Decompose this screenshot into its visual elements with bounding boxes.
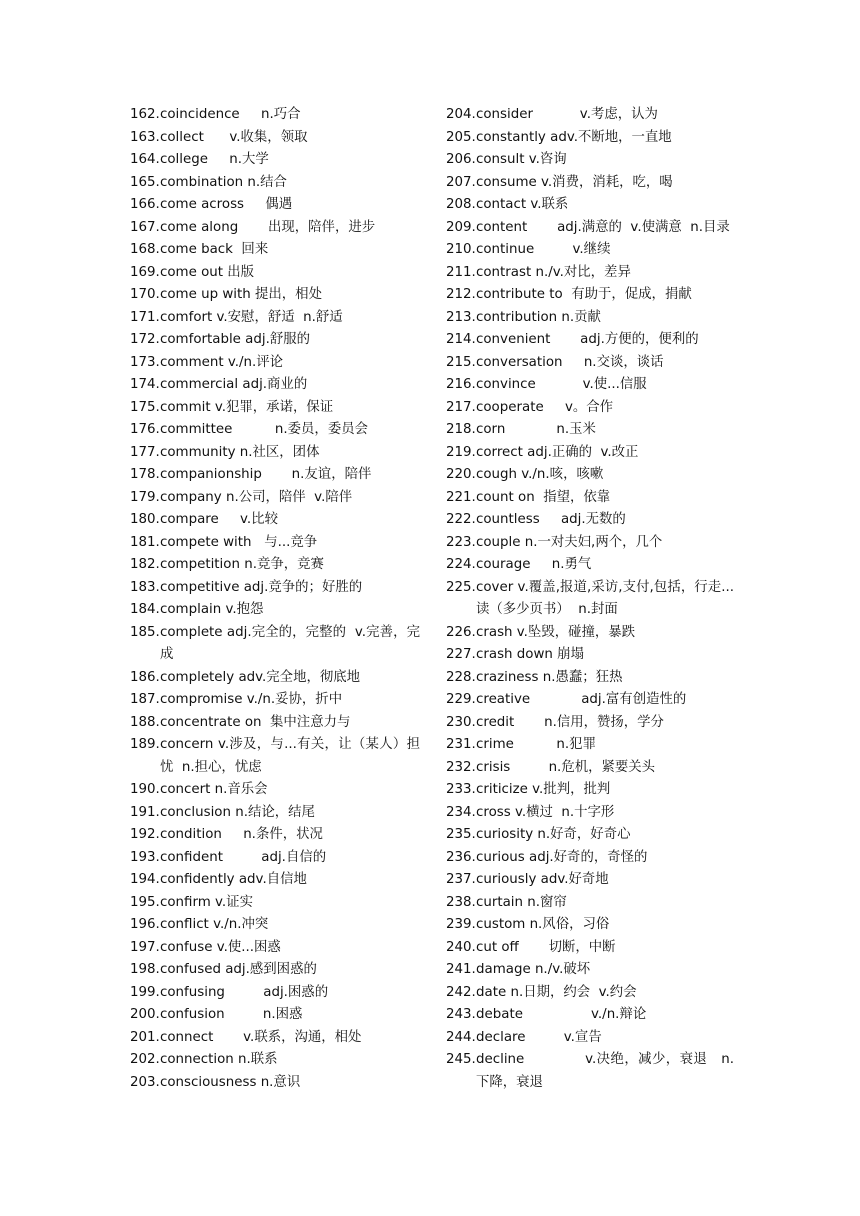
entry-number: 173. — [130, 354, 160, 370]
entry-number: 244. — [446, 1029, 476, 1045]
entry-text: constantly adv.不断地，一直地 — [476, 129, 672, 145]
entry-number: 195. — [130, 894, 160, 910]
entry-text: content adj.满意的 v.使满意 n.目录 — [476, 219, 730, 235]
entry-text: committee n.委员，委员会 — [160, 422, 368, 437]
vocab-entry — [130, 149, 420, 172]
entry-number: 202. — [130, 1052, 160, 1067]
entry-number: 185. — [130, 624, 160, 640]
entry-text: compromise v./n.妥协，折中 — [160, 692, 343, 707]
entry-number: 170. — [130, 287, 160, 302]
entry-text: crime n.犯罪 — [476, 737, 596, 752]
entry-number: 190. — [130, 782, 160, 797]
entry-number: 213. — [446, 309, 476, 325]
vocab-entry — [446, 239, 734, 262]
entry-number: 194. — [130, 872, 160, 887]
entry-text: debate v./n.辩论 — [476, 1007, 647, 1022]
entry-number: 231. — [446, 737, 476, 752]
entry-text: competition n.竞争，竞赛 — [160, 557, 324, 572]
vocab-entry — [130, 982, 420, 1005]
vocab-entry — [130, 937, 420, 960]
vocab-entry — [130, 689, 420, 712]
entry-number: 209. — [446, 219, 476, 235]
vocab-entry — [130, 172, 420, 195]
vocab-entry — [446, 307, 734, 330]
entry-number: 208. — [446, 197, 476, 212]
entry-number: 230. — [446, 714, 476, 730]
vocab-entry — [446, 1027, 734, 1050]
vocab-entry — [446, 802, 734, 825]
entry-text: declare v.宣告 — [476, 1029, 602, 1045]
vocab-column-right — [446, 104, 734, 1094]
entry-text: come up with 提出，相处 — [160, 287, 322, 302]
entry-text: company n.公司，陪伴 v.陪伴 — [160, 489, 353, 505]
vocab-column-left — [130, 104, 420, 1094]
entry-number: 223. — [446, 534, 476, 550]
entry-number: 228. — [446, 669, 476, 685]
entry-text: cough v./n.咳，咳嗽 — [476, 467, 604, 482]
entry-number: 176. — [130, 422, 160, 437]
entry-text: confirm v.证实 — [160, 894, 253, 910]
vocab-entry — [130, 554, 420, 577]
entry-number: 224. — [446, 557, 476, 572]
entry-number: 183. — [130, 579, 160, 595]
entry-number: 203. — [130, 1074, 160, 1090]
entry-text: curious adj.好奇的，奇怪的 — [476, 849, 648, 865]
vocab-entry — [130, 352, 420, 375]
vocab-entry — [130, 284, 420, 307]
entry-number: 232. — [446, 759, 476, 775]
entry-text: cover v.覆盖,报道,采访,支付,包括，行走...读（多少页书） n.封面 — [476, 579, 734, 617]
vocab-entry — [446, 869, 734, 892]
entry-number: 233. — [446, 782, 476, 797]
vocab-entry — [446, 532, 734, 555]
vocab-entry — [130, 892, 420, 915]
entry-text: complain v.抱怨 — [160, 602, 264, 617]
entry-number: 164. — [130, 152, 160, 167]
entry-text: creative adj.富有创造性的 — [476, 692, 687, 707]
entry-number: 227. — [446, 647, 476, 662]
vocab-entry — [130, 712, 420, 735]
entry-number: 200. — [130, 1007, 160, 1022]
entry-text: concert n.音乐会 — [160, 782, 268, 797]
vocab-entry — [130, 577, 420, 600]
vocab-entry — [130, 622, 420, 667]
vocab-entry — [446, 622, 734, 645]
entry-number: 215. — [446, 354, 476, 370]
entry-text: concentrate on 集中注意力与 — [160, 714, 351, 730]
entry-number: 199. — [130, 984, 160, 1000]
entry-number: 181. — [130, 534, 160, 550]
entry-number: 210. — [446, 242, 476, 257]
entry-text: courage n.勇气 — [476, 557, 592, 572]
vocab-entry — [446, 757, 734, 780]
entry-number: 241. — [446, 962, 476, 977]
entry-number: 206. — [446, 152, 476, 167]
vocab-entry — [130, 487, 420, 510]
entry-text: consciousness n.意识 — [160, 1074, 301, 1090]
vocab-entry — [130, 959, 420, 982]
vocab-entry — [130, 442, 420, 465]
vocab-entry — [130, 599, 420, 622]
vocab-entry — [446, 982, 734, 1005]
entry-text: damage n./v.破坏 — [476, 962, 591, 977]
entry-text: community n.社区，团体 — [160, 444, 320, 460]
entry-number: 201. — [130, 1029, 160, 1045]
entry-number: 180. — [130, 512, 160, 527]
entry-number: 163. — [130, 129, 160, 145]
entry-text: craziness n.愚蠢；狂热 — [476, 669, 623, 685]
vocab-entry — [446, 689, 734, 712]
vocab-entry — [130, 532, 420, 555]
vocab-entry — [446, 554, 734, 577]
vocab-entry — [446, 442, 734, 465]
entry-number: 237. — [446, 872, 476, 887]
vocab-entry — [446, 194, 734, 217]
entry-text: curtain n.窗帘 — [476, 894, 567, 910]
entry-text: confidently adv.自信地 — [160, 872, 307, 887]
vocab-entry — [130, 914, 420, 937]
entry-text: conflict v./n.冲突 — [160, 917, 269, 932]
entry-number: 189. — [130, 737, 160, 752]
vocab-entry — [130, 329, 420, 352]
entry-number: 168. — [130, 242, 160, 257]
entry-number: 239. — [446, 917, 476, 932]
vocab-entry — [446, 577, 734, 622]
entry-text: couple n.一对夫妇,两个，几个 — [476, 534, 663, 550]
entry-number: 184. — [130, 602, 160, 617]
entry-text: contribute to 有助于，促成，捐献 — [476, 287, 692, 302]
vocab-entry — [446, 352, 734, 375]
vocab-entry — [130, 262, 420, 285]
entry-number: 178. — [130, 467, 160, 482]
entry-number: 242. — [446, 984, 476, 1000]
vocab-entry — [130, 869, 420, 892]
vocab-entry — [130, 464, 420, 487]
entry-number: 214. — [446, 332, 476, 347]
vocab-entry — [446, 329, 734, 352]
entry-text: decline v.决绝，减少，衰退 n.下降，衰退 — [476, 1052, 734, 1090]
vocab-entry — [446, 509, 734, 532]
vocab-entry — [130, 779, 420, 802]
vocab-entry — [130, 847, 420, 870]
vocab-entry — [130, 397, 420, 420]
entry-number: 172. — [130, 332, 160, 347]
entry-text: companionship n.友谊，陪伴 — [160, 467, 372, 482]
entry-text: conversation n.交谈，谈话 — [476, 354, 664, 370]
vocab-entry — [130, 1049, 420, 1072]
entry-text: confused adj.感到困惑的 — [160, 962, 317, 977]
entry-number: 187. — [130, 692, 160, 707]
vocab-entry — [130, 217, 420, 240]
entry-text: custom n.风俗，习俗 — [476, 917, 610, 932]
entry-text: comfort v.安慰，舒适 n.舒适 — [160, 309, 343, 325]
entry-text: cut off 切断，中断 — [476, 939, 616, 955]
entry-text: cross v.横过 n.十字形 — [476, 804, 615, 820]
vocab-entry — [130, 419, 420, 442]
entry-number: 245. — [446, 1052, 476, 1067]
entry-number: 191. — [130, 804, 160, 820]
entry-text: cooperate v。合作 — [476, 399, 614, 415]
entry-text: consider v.考虑，认为 — [476, 107, 658, 122]
vocab-entry — [446, 847, 734, 870]
entry-number: 186. — [130, 669, 160, 685]
entry-number: 243. — [446, 1007, 476, 1022]
entry-text: contribution n.贡献 — [476, 309, 601, 325]
entry-number: 229. — [446, 692, 476, 707]
vocab-entry — [446, 262, 734, 285]
vocab-entry — [446, 937, 734, 960]
entry-number: 177. — [130, 444, 160, 460]
vocab-entry — [446, 667, 734, 690]
entry-text: confusing adj.困惑的 — [160, 984, 329, 1000]
vocab-entry — [130, 824, 420, 847]
entry-text: completely adv.完全地，彻底地 — [160, 669, 361, 685]
entry-text: comfortable adj.舒服的 — [160, 332, 311, 347]
entry-number: 216. — [446, 377, 476, 392]
entry-number: 240. — [446, 939, 476, 955]
vocab-entry — [130, 1072, 420, 1095]
vocab-entry — [446, 464, 734, 487]
entry-number: 226. — [446, 624, 476, 640]
entry-number: 238. — [446, 894, 476, 910]
entry-text: correct adj.正确的 v.改正 — [476, 444, 639, 460]
entry-text: curiously adv.好奇地 — [476, 872, 609, 887]
vocab-entry — [130, 1027, 420, 1050]
entry-text: connect v.联系，沟通，相处 — [160, 1029, 362, 1045]
entry-text: consult v.咨询 — [476, 152, 567, 167]
entry-text: college n.大学 — [160, 152, 269, 167]
vocab-entry — [446, 149, 734, 172]
entry-number: 236. — [446, 849, 476, 865]
vocab-entry — [446, 959, 734, 982]
vocab-entry — [130, 1004, 420, 1027]
entry-text: curiosity n.好奇，好奇心 — [476, 827, 631, 842]
entry-text: comment v./n.评论 — [160, 354, 284, 370]
vocab-entry — [130, 127, 420, 150]
entry-number: 175. — [130, 399, 160, 415]
vocab-entry — [130, 374, 420, 397]
entry-text: date n.日期，约会 v.约会 — [476, 984, 637, 1000]
vocab-entry — [446, 172, 734, 195]
entry-text: coincidence n.巧合 — [160, 107, 301, 122]
vocab-entry — [130, 194, 420, 217]
entry-text: convenient adj.方便的，便利的 — [476, 332, 699, 347]
vocab-entry — [130, 307, 420, 330]
entry-text: count on 指望，依靠 — [476, 489, 611, 505]
vocab-entry — [130, 667, 420, 690]
entry-number: 179. — [130, 489, 160, 505]
entry-number: 169. — [130, 264, 160, 280]
entry-text: compare v.比较 — [160, 512, 278, 527]
entry-number: 211. — [446, 264, 476, 280]
entry-text: condition n.条件，状况 — [160, 827, 323, 842]
entry-text: conclusion n.结论，结尾 — [160, 804, 315, 820]
entry-text: crash down 崩塌 — [476, 647, 584, 662]
entry-text: commercial adj.商业的 — [160, 377, 308, 392]
vocab-entry — [446, 1049, 734, 1094]
vocab-entry — [446, 892, 734, 915]
entry-number: 198. — [130, 962, 160, 977]
entry-text: credit n.信用，赞扬，学分 — [476, 714, 664, 730]
vocab-entry — [446, 217, 734, 240]
entry-text: concern v.涉及，与...有关，让（某人）担忧 n.担心，忧虑 — [160, 737, 420, 775]
entry-number: 188. — [130, 714, 160, 730]
entry-text: contrast n./v.对比，差异 — [476, 264, 631, 280]
vocab-entry — [446, 284, 734, 307]
entry-number: 212. — [446, 287, 476, 302]
entry-number: 197. — [130, 939, 160, 955]
entry-text: confusion n.困惑 — [160, 1007, 303, 1022]
entry-number: 167. — [130, 219, 160, 235]
vocab-entry — [130, 239, 420, 262]
vocab-entry — [446, 779, 734, 802]
entry-number: 219. — [446, 444, 476, 460]
entry-text: crash v.坠毁，碰撞，暴跌 — [476, 624, 636, 640]
entry-number: 222. — [446, 512, 476, 527]
vocab-entry — [446, 487, 734, 510]
entry-number: 196. — [130, 917, 160, 932]
entry-text: complete adj.完全的，完整的 v.完善，完成 — [160, 624, 420, 662]
entry-number: 182. — [130, 557, 160, 572]
entry-text: come across 偶遇 — [160, 197, 293, 212]
entry-number: 218. — [446, 422, 476, 437]
entry-number: 225. — [446, 579, 476, 595]
entry-number: 221. — [446, 489, 476, 505]
entry-text: contact v.联系 — [476, 197, 569, 212]
vocab-entry — [446, 374, 734, 397]
entry-text: consume v.消费，消耗，吃，喝 — [476, 174, 673, 190]
entry-number: 193. — [130, 849, 160, 865]
vocab-entry — [446, 914, 734, 937]
entry-text: confident adj.自信的 — [160, 849, 327, 865]
vocab-entry — [446, 734, 734, 757]
entry-text: commit v.犯罪，承诺，保证 — [160, 399, 334, 415]
entry-number: 192. — [130, 827, 160, 842]
entry-number: 165. — [130, 174, 160, 190]
entry-text: compete with 与...竞争 — [160, 534, 318, 550]
entry-number: 234. — [446, 804, 476, 820]
entry-number: 205. — [446, 129, 476, 145]
vocab-entry — [446, 712, 734, 735]
vocab-entry — [130, 802, 420, 825]
entry-text: crisis n.危机，紧要关头 — [476, 759, 656, 775]
vocab-entry — [446, 127, 734, 150]
vocab-entry — [446, 419, 734, 442]
entry-number: 171. — [130, 309, 160, 325]
entry-number: 174. — [130, 377, 160, 392]
vocab-entry — [130, 509, 420, 532]
entry-number: 207. — [446, 174, 476, 190]
entry-text: corn n.玉米 — [476, 422, 596, 437]
vocab-entry — [446, 824, 734, 847]
entry-text: come back 回来 — [160, 242, 269, 257]
entry-text: convince v.使...信服 — [476, 377, 647, 392]
entry-number: 162. — [130, 107, 160, 122]
entry-text: come out 出版 — [160, 264, 255, 280]
entry-text: continue v.继续 — [476, 242, 611, 257]
entry-number: 204. — [446, 107, 476, 122]
vocab-entry — [446, 104, 734, 127]
entry-text: connection n.联系 — [160, 1052, 278, 1067]
entry-number: 217. — [446, 399, 476, 415]
entry-text: combination n.结合 — [160, 174, 287, 190]
vocab-entry — [446, 397, 734, 420]
vocab-entry — [130, 734, 420, 779]
entry-number: 166. — [130, 197, 160, 212]
entry-text: collect v.收集，领取 — [160, 129, 308, 145]
vocab-entry — [130, 104, 420, 127]
entry-text: come along 出现，陪伴，进步 — [160, 219, 376, 235]
vocab-entry — [446, 644, 734, 667]
entry-text: criticize v.批判，批判 — [476, 782, 611, 797]
entry-number: 220. — [446, 467, 476, 482]
vocab-entry — [446, 1004, 734, 1027]
entry-text: confuse v.使...困惑 — [160, 939, 281, 955]
entry-text: competitive adj.竞争的；好胜的 — [160, 579, 363, 595]
entry-text: countless adj.无数的 — [476, 512, 626, 527]
entry-number: 235. — [446, 827, 476, 842]
